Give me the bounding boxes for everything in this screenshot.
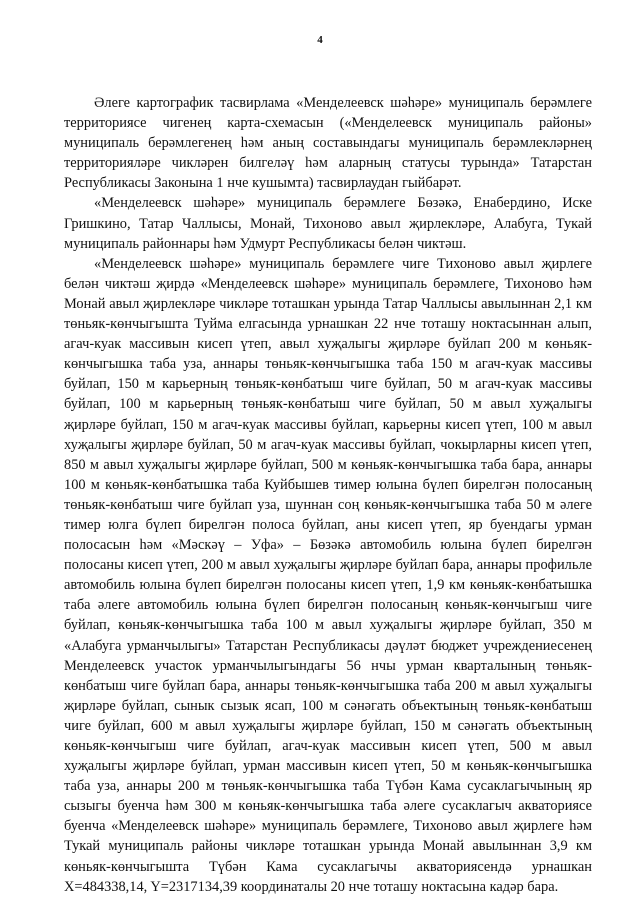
paragraph-intro: Әлеге картографик тасвирлама «Менделеевск шәһәре» муниципаль берәмлеге территориясе чигенең карта-схемасын («Менделеевск муниципаль районы» муниципаль берәмлегенең һәм аның составындагы муниципаль берәмлекләрнең территорияләре чикләрен билгеләү һәм аларның статусы турында» Татарстан Республикасы Законына 1 нче кушымта) тасвирлаудан гыйбарәт. [64,95,592,192]
paragraph-neighbors: «Менделеевск шәһәре» муниципаль берәмлеге Бөзәкә, Енабердино, Иске Гришкино, Татар Чаллысы, Монай, Тихоново авыл җирлекләре, Алабуга, Тукай муниципаль районнары һәм Удмурт Республикасы белән чиктәш. [64,195,592,252]
page-number: 4 [317,34,323,46]
paragraph-boundary-description: «Менделеевск шәһәре» муниципаль берәмлеге чиге Тихоново авыл җирлеге белән чиктәш җирдә «Менделеевск шәһәре» муниципаль берәмлеге, Тихоново һәм Монай авыл җирлекләре чикләре тоташкан урында Татар Чаллысы авылыннан 2,1 км төньяк-көнчыгышта Туйма елгасында урнашкан 22 нче тоташу ноктасыннан алып, агач-куак массивын кисеп үтеп, авыл хуҗалыгы җирләре буйлап 200 м көньяк-көнчыгышка таба уза, аннары төньяк-көнчыгышка таба 150 м агач-куак массивы буйлап, 150 м карьерның төньяк-көнбатыш чиге буйлап, 50 м агач-куак массивы буйлап, 100 м карьерның төньяк-көнбатыш чиге буйлап, 50 м авыл хуҗалыгы җирләре буйлап, 150 м агач-куак массивы буйлап, карьерны кисеп үтеп, 100 м авыл хуҗалыгы җирләре буйлап, 50 м агач-куак массивы буйлап, чокырларны кисеп үтеп, 850 м авыл хуҗалыгы җирләре буйлап, 500 м көньяк-көнчыгышка таба бара, аннары 100 м көньяк-көнбатышка таба Куйбышев тимер юлына бүлеп бирелгән полосаның төньяк-көнбатыш чиге буйлап уза, шуннан соң көньяк-көнчыгышка таба 50 м әлеге тимер юлга бүлеп бирелгән полоса буйлап, аны кисеп үтеп, яр буендагы урман полосасын һәм «Мәскәү – Уфа» – Бөзәкә автомобиль юлына бүлеп бирелгән полосаны кисеп үтеп, 200 м авыл хуҗалыгы җирләре буйлап бара, аннары профильле автомобиль юлына бүлеп бирелгән полосаны кисеп үтеп, 1,9 км көньяк-көнбатышка таба әлеге автомобиль юлына бүлеп бирелгән полосаның көньяк-көнчыгыш чиге буйлап, көньяк-көнчыгышка таба 100 м авыл хуҗалыгы җирләре буйлап, 350 м «Алабуга урманчылыгы» Татарстан Республикасы дәүләт бюджет учреждениесенең Менделеевск участок урманчылыгындагы 56 нчы урман кварталының төньяк-көнбатыш чиге буйлап бара, аннары төньяк-көнчыгышка таба 200 м авыл хуҗалыгы җирләре буйлап, сынык сызык ясап, 100 м сәнәгать объектының төньяк-көнбатыш чиге буйлап, 600 м авыл хуҗалыгы җирләре буйлап, 150 м сәнәгать объектының көньяк-көнчыгыш чиге буйлап, агач-куак массивын кисеп үтеп, 500 м авыл хуҗалыгы җирләре буйлап, урман массивын кисеп үтеп, 50 м көньяк-көнчыгышка таба уза, аннары 200 м төньяк-көнчыгышка таба Түбән Кама сусаклагычының яр сызыгы буенча һәм 300 м көньяк-көнчыгышка таба әлеге сусаклагыч акваториясе буенча «Менделеевск шәһәре» муниципаль берәмлеге, Тихоново авыл җирлеге һәм Тукай муниципаль районы чикләре тоташкан урында Монай авылыннан 3,9 км көньяк-көнчыгышта Түбән Кама сусаклагычы акваториясендә урнашкан X=484338,14, Y=2317134,39 координаталы 20 нче тоташу ноктасына кадәр бара. [64,255,592,895]
document-body [64,93,592,897]
